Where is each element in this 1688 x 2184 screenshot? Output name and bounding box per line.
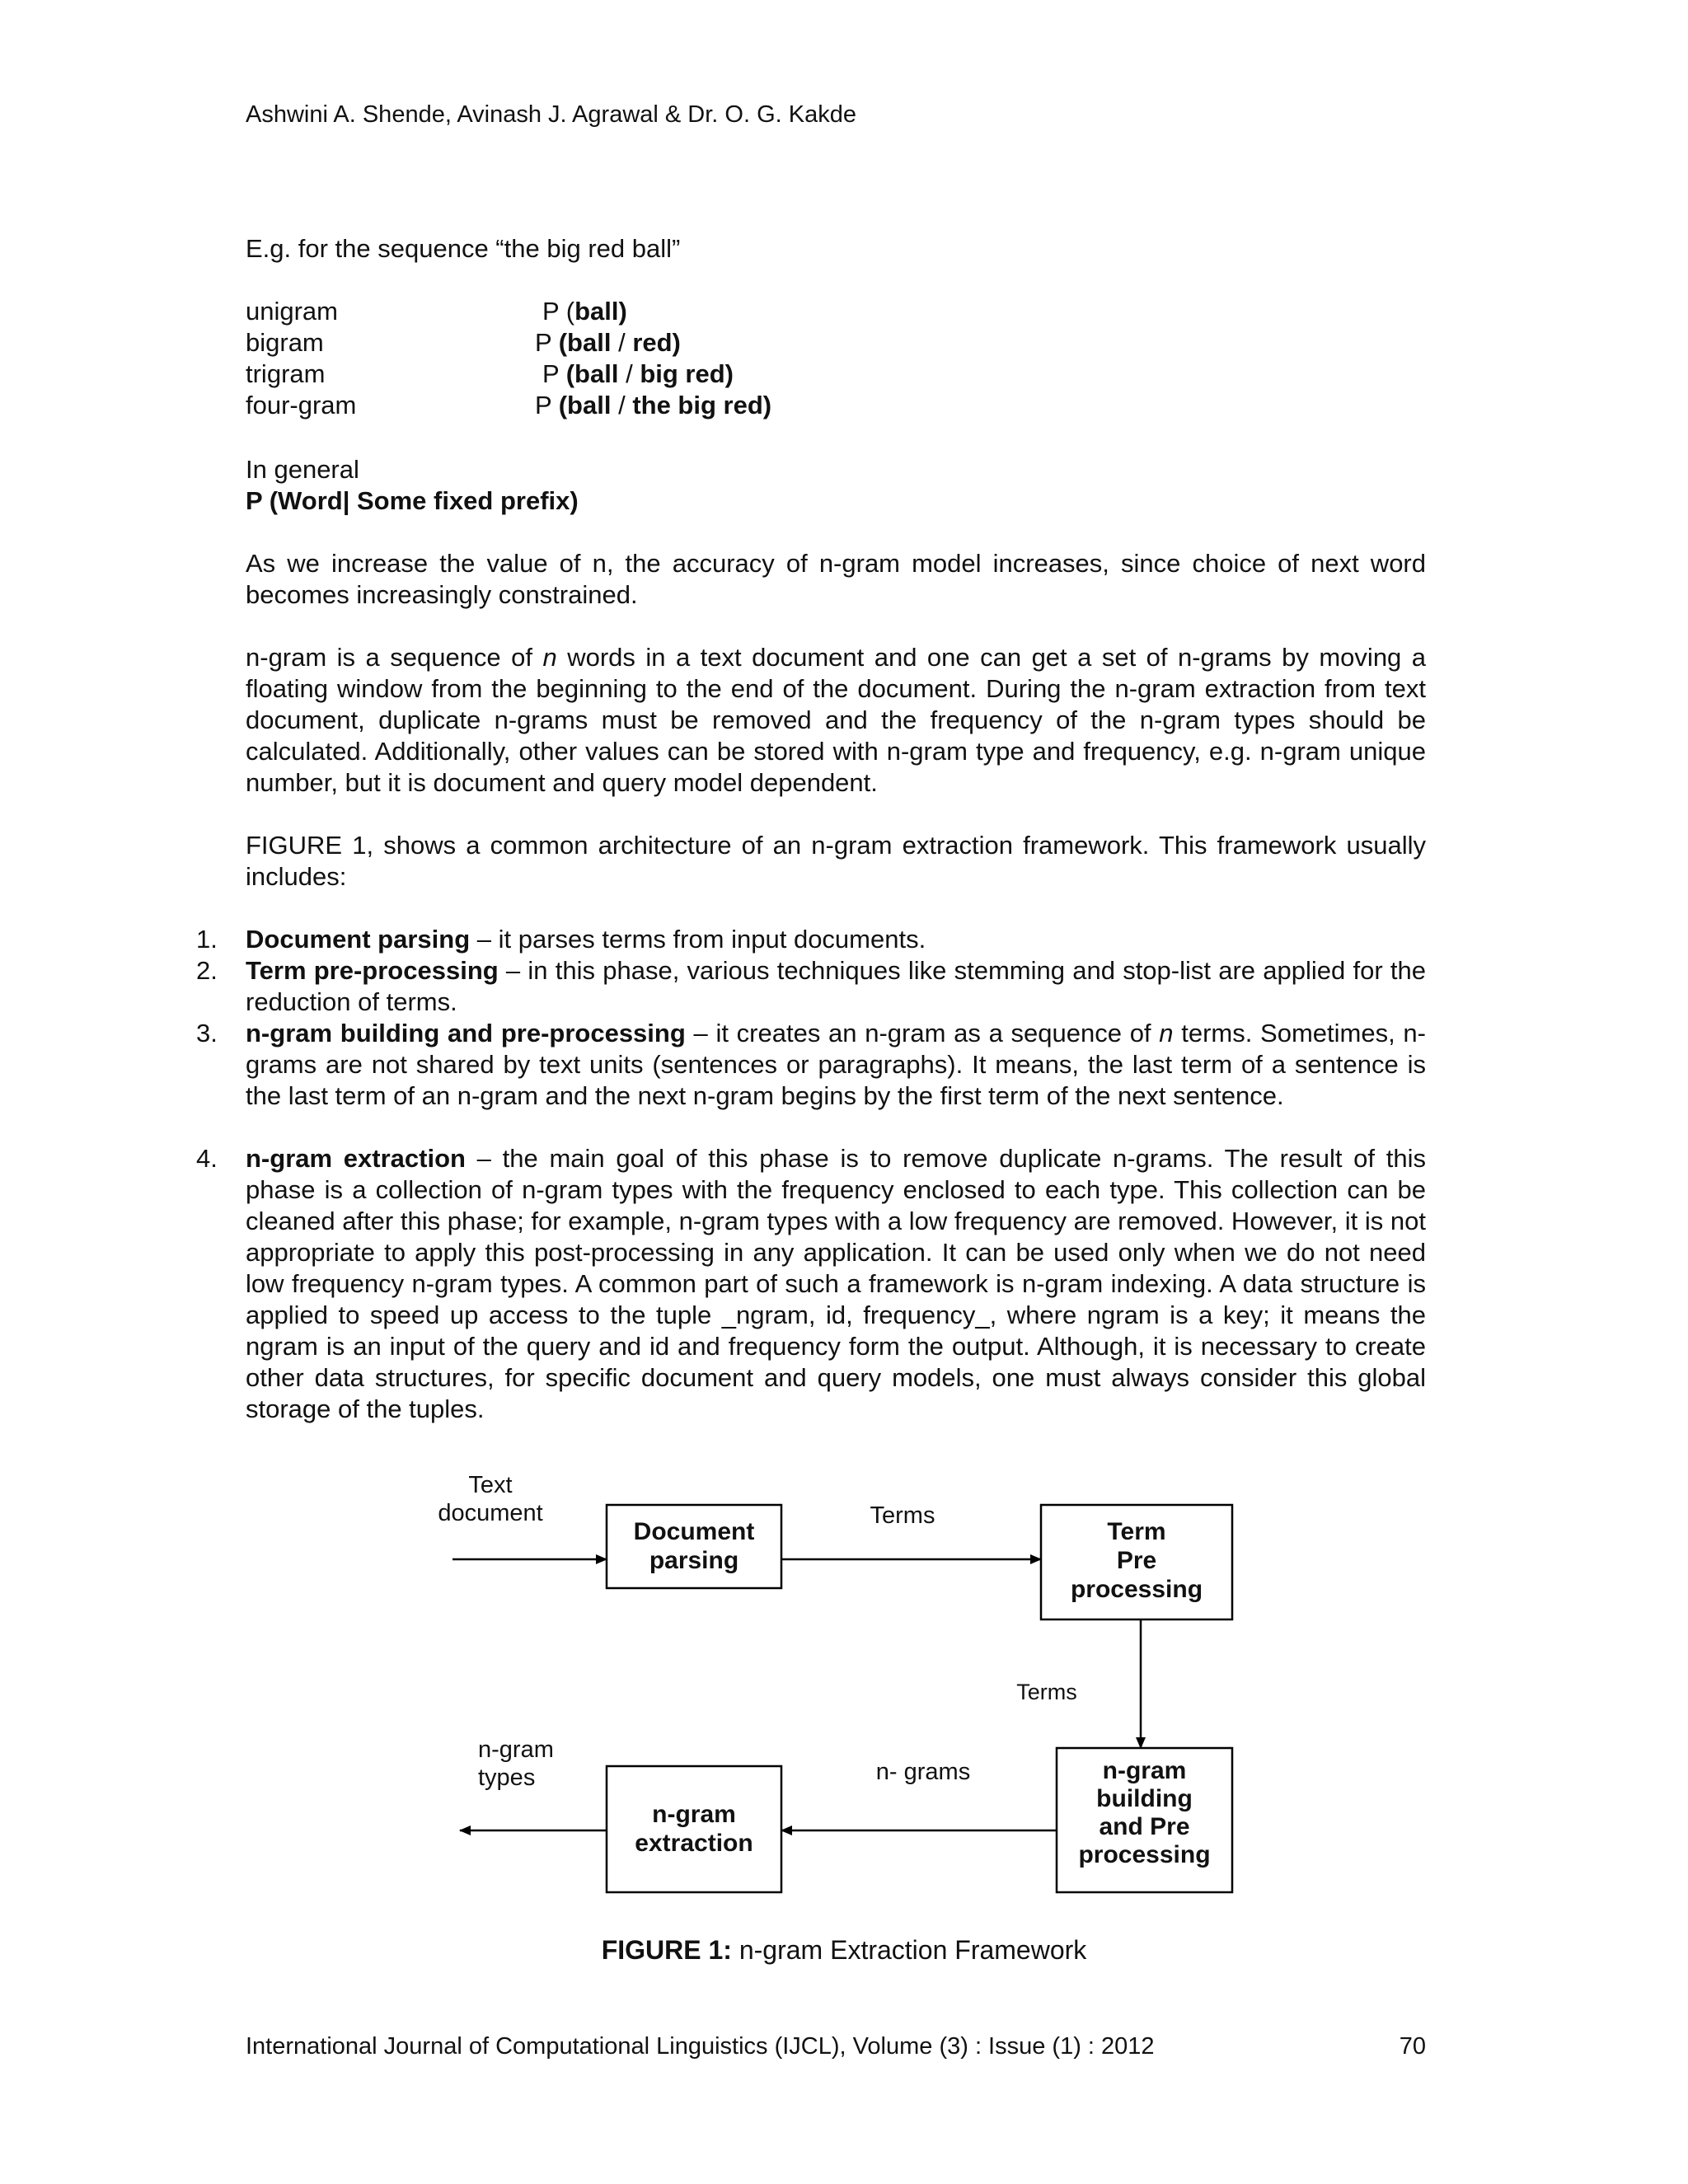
caption-label: FIGURE 1: [601, 1935, 732, 1965]
list-text: terms. Sometimes, n-grams are not shared by text units (sentences or paragraphs). It means, the last term of a sentence is the last term of an n-gram and the next n-gram begins by the first term of the next sentence. [246, 1019, 1426, 1110]
list-title: n-gram extraction [246, 1144, 466, 1173]
box-line: Document [633, 1518, 755, 1545]
general-formula: P (Word| Some fixed prefix) [246, 486, 579, 515]
prob-bold-2: red) [632, 328, 681, 357]
box-line: Term [1107, 1518, 1166, 1545]
paragraph-italic: n [542, 643, 557, 672]
document-parsing-label [607, 1517, 781, 1575]
prob-bold: (ball [558, 328, 612, 357]
box-line: building [1096, 1785, 1193, 1812]
box-line: extraction [635, 1830, 753, 1857]
ngram-name: bigram [246, 328, 324, 357]
paragraph-text: n-gram is a sequence of [246, 643, 543, 672]
prob-bold: (ball [558, 391, 612, 419]
term-preprocessing-label [1041, 1517, 1232, 1604]
list-title: Document parsing [246, 925, 471, 954]
ngram-example-row [246, 327, 987, 359]
ngram-name: trigram [246, 359, 326, 388]
box-line: n-gram [652, 1801, 736, 1828]
output-label [478, 1736, 554, 1792]
paragraph-text: words in a text document and one can get a set of n-grams by moving a floating window from the beginning to the end of the document. During the n-gram extraction from text document, duplicate n-grams must be removed and the frequency of the n-gram types should be calculated. Additionally, other values can be stored with n-gram type and frequency, e.g. n-gram unique number, but it is document and query model dependent. [246, 643, 1427, 797]
figure-caption [0, 1934, 1688, 1966]
list-text: – in this phase, various techniques like stemming and stop-list are applied for the reduction of terms. [246, 956, 1426, 1016]
page-number: 70 [1399, 2033, 1426, 2060]
input-label [412, 1471, 569, 1527]
ngram-example-row [246, 390, 987, 421]
prob-bold: ball) [574, 297, 627, 326]
ngram-building-label [1057, 1757, 1232, 1869]
box-line: and Pre [1099, 1813, 1190, 1840]
list-body [246, 1018, 1426, 1112]
list-title: Term pre-processing [246, 956, 499, 985]
prob-prefix: P [542, 359, 566, 388]
prob-sep: / [611, 328, 633, 357]
ngram-name: unigram [246, 297, 338, 326]
list-text: – the main goal of this phase is to remove duplicate n-grams. The result of this phase is a collection of n-gram types with the frequency enclosed to each type. This collection can be cleaned after this phase; for example, n-gram types with a low frequency are removed. However, it is not appropriate to apply this post-processing in any application. It can be used only when we do not need low frequency n-gram types. A common part of such a framework is n-gram indexing. A data structure is applied to speed up access to the tuple _ngram, id, frequency_, where ngram is a key; it means the ngram is an input of the query and id and frequency form the output. Although, it is necessary to create other data structures, for specific document and query models, one must always consider this global storage of the tuples. [246, 1144, 1426, 1423]
list-number: 3. [196, 1019, 218, 1047]
list-title: n-gram building and pre-processing [246, 1019, 686, 1047]
list-number: 1. [196, 925, 218, 954]
list-text: – it creates an n-gram as a sequence of [685, 1019, 1160, 1047]
caption-text: n-gram Extraction Framework [731, 1935, 1087, 1965]
prob-bold-2: big red) [640, 359, 734, 388]
box-line: processing [1078, 1841, 1211, 1868]
list-italic: n [1159, 1019, 1174, 1047]
paragraph-figure-intro: FIGURE 1, shows a common architecture of an n-gram extraction framework. This framework usually includes: [246, 831, 1426, 891]
box-line: Pre [1116, 1547, 1157, 1574]
ngrams-label: n- grams [875, 1759, 971, 1785]
prob-prefix: P [535, 328, 559, 357]
list-text: – it parses terms from input documents. [470, 925, 926, 954]
list-number: 4. [196, 1144, 218, 1173]
list-body [246, 924, 1426, 955]
prob-prefix: P ( [542, 297, 575, 326]
paragraph-ngram-definition [246, 642, 1426, 799]
ngram-extraction-label [607, 1800, 781, 1858]
output-label-line: types [478, 1765, 536, 1791]
ngram-example-row [246, 296, 987, 327]
input-label-line: Text [468, 1472, 513, 1498]
journal-citation: International Journal of Computational Linguistics (IJCL), Volume (3) : Issue (1) : 2012 [246, 2033, 1155, 2060]
running-footer [246, 2031, 1426, 2062]
ngram-name: four-gram [246, 391, 357, 419]
ngram-example-row [246, 359, 987, 390]
running-header: Ashwini A. Shende, Avinash J. Agrawal & Dr. O. G. Kakde [246, 101, 856, 128]
example-intro: E.g. for the sequence “the big red ball” [246, 234, 681, 263]
prob-bold-2: the big red) [632, 391, 772, 419]
output-label-line: n-gram [478, 1736, 554, 1763]
terms-side-label: Terms [1016, 1680, 1077, 1704]
list-body [246, 955, 1426, 1018]
box-line: n-gram [1102, 1757, 1187, 1784]
box-line: parsing [649, 1547, 739, 1574]
general-label: In general [246, 455, 359, 484]
paragraph-accuracy: As we increase the value of n, the accuracy of n-gram model increases, since choice of next word becomes increasingly constrained. [246, 549, 1426, 609]
input-label-line: document [438, 1500, 543, 1526]
list-body [246, 1143, 1426, 1425]
prob-sep: / [611, 391, 633, 419]
terms-top-label: Terms [870, 1502, 935, 1529]
prob-bold: (ball [565, 359, 619, 388]
box-line: processing [1070, 1576, 1203, 1603]
prob-sep: / [618, 359, 640, 388]
list-number: 2. [196, 956, 218, 985]
prob-prefix: P [535, 391, 559, 419]
